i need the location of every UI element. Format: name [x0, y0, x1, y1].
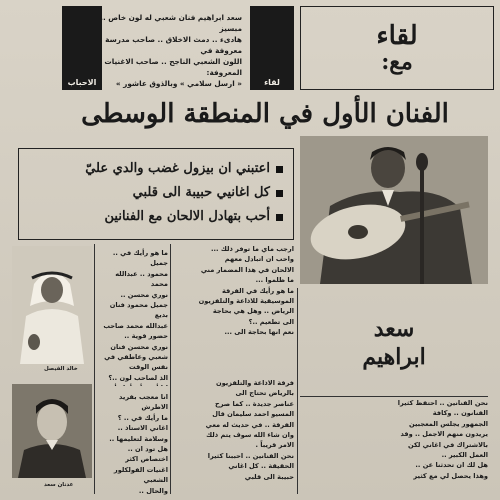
article-line: الفنانون .. وكافة [432, 409, 488, 418]
intro-paragraph [82, 12, 242, 88]
article-column-a [172, 244, 294, 374]
quote-text: كل اغانيي حبيبة الى قلبي [132, 185, 270, 200]
square-bullet-icon [276, 214, 283, 221]
article-line: ما ظلموا ... [255, 276, 294, 285]
article-line: الموسيقية للاذاعة والتلفزيون [198, 297, 294, 306]
article-line: ما رأيك في .. ؟ [117, 413, 168, 422]
article-line: هل تود ان .. [127, 445, 168, 454]
section-tag-right [250, 6, 294, 90]
column-divider [94, 244, 95, 494]
article-line: عناصر جديدة .. كما صرح [214, 399, 294, 408]
quote-item [25, 157, 283, 181]
article-line: الالحان في هذا المضمار مني [200, 265, 294, 274]
article-line: نوري محسن .. [120, 290, 168, 299]
artist-name-line-2: ابراهيم [362, 344, 426, 370]
article-line: الى تطعيم ..؟ [248, 317, 294, 326]
article-line: الامر قريباً . [255, 441, 294, 450]
article-line: اغنيات الفولكلور الشعبي [113, 465, 168, 485]
article-line: ما هو رأيك في الفرقة [221, 286, 294, 295]
article-line: الذ لصاحب لون ..؟ [108, 373, 168, 382]
article-line: واحب ان اتبادل معهم [224, 255, 294, 264]
article-line: ما هو رأيك في .. جميل [112, 249, 168, 268]
section-divider [300, 396, 488, 397]
photo-caption-2: عدنان سعد [44, 482, 74, 488]
article-line: محمود .. عبدالله محمد [115, 269, 168, 289]
title-box [300, 6, 494, 90]
portrait-illustration-1 [12, 246, 92, 364]
article-line: اغاني الاستاذ .. [117, 424, 168, 433]
article-line: والحال .. [138, 486, 168, 495]
article-line: العمل الكبير .. [441, 451, 488, 460]
column-divider [297, 288, 298, 494]
article-line: نحن الفنانين .. احتفظ كثيرا [397, 399, 488, 407]
article-line: اختصاص اكثر [125, 455, 168, 464]
title-line-1: لقاء [376, 21, 418, 51]
article-line: انا معجب بفريد الاطرش [119, 393, 168, 412]
column-divider [170, 244, 171, 494]
article-line: حضور قوية .. [124, 332, 168, 341]
intro-line: هادىء .. دمث الاخلاق .. صاحب مدرسة معروفة في [105, 35, 242, 55]
section-tag-right-label: لقاء [264, 78, 280, 87]
portrait-illustration-2 [12, 384, 92, 478]
artist-name [300, 292, 488, 394]
quote-text: اعتبني ان بيزول غضب والدي عليّ [85, 161, 270, 176]
singer-photo-illustration [300, 136, 488, 284]
section-tag-left-label: الاحباب [67, 78, 97, 87]
singer-with-oud-photo [300, 136, 488, 284]
quote-item [25, 205, 283, 229]
article-line: نوري محسن فنان [110, 342, 168, 351]
quote-text: أحب بتهادل الالحان مع الفنانين [104, 209, 270, 224]
article-line: بالاشتراك في اغاني لكن [408, 440, 488, 449]
title-line-2: مع: [381, 49, 413, 75]
article-line: فرقة الاذاعة والتلفزيون [216, 379, 294, 387]
article-line: الجمهور يجلس المعجبين [409, 419, 488, 428]
article-column-d [96, 392, 168, 496]
artist-name-line-1: سعد [373, 316, 415, 342]
intro-line: اللون الشعبي الناجح .. صاحب الاغنيات المعروفة: [104, 57, 242, 77]
article-column-c [96, 248, 168, 386]
article-line: ارجب ماي ما توفر ذلك ... [211, 245, 294, 253]
article-column-b [172, 378, 294, 496]
square-bullet-icon [276, 166, 283, 173]
article-line [96, 383, 168, 386]
article-line: جميل محمود فنان بديع [109, 301, 168, 320]
intro-line: سعد ابراهيم فنان شعبي له لون خاص ... مبسيز [97, 13, 242, 33]
article-line: نحن الفنانين .. احببنا كثيرا [207, 451, 294, 460]
square-bullet-icon [276, 190, 283, 197]
portrait-photo-2 [12, 384, 92, 478]
headline: الفنان الأول في المنطقة الوسطى [81, 99, 449, 129]
article-line: يريدون منهم الاجمل .. وقد [400, 430, 488, 439]
article-line: بالرياض تحتاج الى [235, 389, 294, 398]
photo-caption-1: خالد الفيصل [44, 366, 78, 372]
quotes-box [18, 148, 294, 240]
article-line: وان شاء الله سوف يتم ذلك [206, 431, 294, 440]
article-line: عبدالله محمد صاحب [103, 321, 168, 330]
article-line: حبيبة الى قلبي [244, 472, 294, 481]
portrait-photo-1 [12, 246, 92, 364]
article-line: المسيو احمد سليمان قال [212, 410, 294, 419]
article-line: الرياض .. وهل هي بحاجة [212, 307, 294, 316]
article-line: الحقيقة .. كل اغاني [228, 462, 294, 471]
article-column-e [300, 398, 488, 496]
article-line: وهذا يحصل لي مع كثير [413, 471, 488, 480]
article-line: هل لك ان تحدثنا عن .. [415, 461, 488, 470]
article-line: وسلامة لتعليمها .. [109, 434, 168, 443]
article-line: نعم انها بحاجة الى ... [224, 328, 294, 337]
quote-item [25, 181, 283, 205]
article-line: الفرقة .. في حديث له معي [205, 420, 294, 429]
article-line: شعبي وعاطفي في نفس الوقت [104, 353, 168, 372]
intro-line: « ارسل سلامي » وبالذوق عاشور » [115, 79, 242, 88]
